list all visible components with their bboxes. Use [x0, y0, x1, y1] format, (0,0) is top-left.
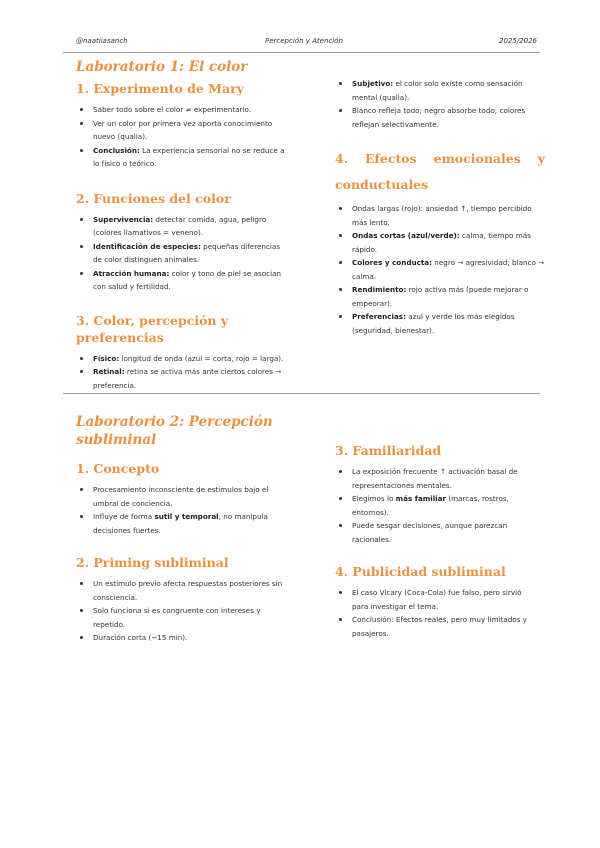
bullet-item [335, 229, 545, 256]
bullet-text: (marcas, rostros, entornos). [352, 494, 509, 517]
bullet-item [76, 213, 291, 240]
bullet-item [76, 352, 291, 366]
lab2-s3-heading: 3. Familiaridad [335, 443, 442, 458]
bullet-text: color y tono de piel se asocian con salud y fertilidad. [93, 268, 282, 291]
lab2-s2-heading: 2. Priming subliminal [76, 555, 229, 570]
lab1-s4-heading: 4. Efectos emocionales y conductuales [335, 151, 545, 192]
bullet-item [76, 365, 291, 392]
bullet-item [335, 492, 540, 519]
bullet-text: La exposición frecuente ↑ activación basal de representaciones mentales. [352, 467, 518, 490]
bullet-text: retina se activa más ante ciertos colores → preferencia. [93, 367, 282, 390]
bullet-item [76, 240, 291, 267]
lab2-s2-list [76, 577, 291, 645]
bullet-text: longitud de onda (azul = corta, rojo = larga). [119, 353, 284, 363]
lab1-s3-list [76, 352, 291, 393]
bullet-text: , no manipula decisiones fuertes. [93, 512, 268, 535]
lab1-s1-heading: 1. Experimento de Mary [76, 81, 244, 96]
bullet-item [335, 202, 545, 229]
lab1-left-column [76, 58, 291, 392]
header-year: 2025/2026 [499, 37, 537, 45]
bullet-item [335, 465, 540, 492]
bullet-bold: Colores y conducta: [352, 258, 432, 267]
bullet-text: El caso Vicary (Coca-Cola) fue falso, pero sirvió para investigar el tema. [352, 588, 522, 611]
lab2-title: Laboratorio 2: Percepción subliminal [76, 414, 273, 448]
lab1-right-list [335, 77, 545, 131]
bullet-bold: Identificación de especies: [93, 241, 201, 251]
bullet-text: Procesamiento inconsciente de estímulos bajo el umbral de conciencia. [93, 485, 269, 508]
bullet-item [335, 613, 540, 640]
lab1-s2-heading: 2. Funciones del color [76, 190, 231, 206]
bullet-bold-mid: más familiar [395, 494, 447, 503]
bullet-text: detectar comida, agua, peligro (colores llamativos = veneno). [93, 214, 267, 237]
bullet-text: rojo activa más (puede mejorar o empeorar). [352, 285, 529, 308]
header-title: Percepción y Atención [265, 37, 343, 45]
lab1-s1-list [76, 103, 291, 171]
bullet-text: Ondas largas (rojo): ansiedad ↑, tiempo percibido más lento. [352, 204, 532, 227]
bullet-text: calma, tiempo más rápido. [352, 231, 531, 254]
bullet-bold: Subjetivo: [352, 79, 394, 88]
bullet-bold: Ondas cortas (azul/verde): [352, 231, 460, 240]
lab1-s4-list [335, 202, 545, 337]
bullet-text: azul y verde los más elegidos (seguridad, bienestar). [352, 312, 515, 335]
bullet-text: La experiencia sensorial no se reduce a lo físico o teórico. [93, 145, 285, 168]
bullet-text: negro → agresividad; blanco → calma. [352, 258, 545, 281]
bullet-item [76, 144, 291, 171]
bullet-text: Saber todo sobre el color ≠ experimentarlo. [93, 105, 252, 114]
bullet-text: Puede sesgar decisiones, aunque parezcan racionales. [352, 521, 508, 544]
bullet-bold: Físico: [93, 353, 120, 363]
bullet-text: Solo funciona si es congruente con intereses y repetido. [93, 606, 261, 629]
bullet-item [335, 77, 545, 104]
lab2-right-column [335, 442, 540, 640]
bullet-text: Duración corta (~15 min). [93, 633, 188, 642]
bullet-item [335, 256, 545, 283]
lab2-s3-list [335, 465, 540, 546]
header-rule [63, 52, 540, 53]
bullet-item [76, 117, 291, 144]
bullet-bold: Conclusión: [93, 145, 140, 155]
lab2-s1-heading: 1. Concepto [76, 461, 160, 476]
bullet-item [76, 103, 291, 117]
lab1-s2-list [76, 213, 291, 294]
bullet-pre: Influye de forma [93, 512, 155, 521]
lab2-s1-list [76, 483, 291, 537]
bullet-text: Conclusión: Efectos reales, pero muy limitados y pasajeros. [352, 615, 527, 638]
bullet-text: el color solo existe como sensación mental (qualia). [352, 79, 523, 102]
bullet-item [76, 631, 291, 645]
bullet-bold: Retinal: [93, 367, 125, 376]
bullet-item [335, 586, 540, 613]
bullet-bold-mid: sutil y temporal [154, 512, 219, 521]
bullet-bold: Preferencias: [352, 312, 406, 321]
bullet-bold: Rendimiento: [352, 285, 407, 294]
bullet-item [76, 604, 291, 631]
bullet-item [335, 104, 545, 131]
bullet-text: Un estímulo previo afecta respuestas posteriores sin consciencia. [93, 579, 283, 602]
bullet-item [335, 519, 540, 546]
bullet-item [335, 310, 545, 337]
bullet-text: Blanco refleja todo; negro absorbe todo; colores reflejan selectivamente. [352, 106, 526, 129]
bullet-item [76, 577, 291, 604]
bullet-pre: Elegimos lo [352, 494, 396, 503]
bullet-item [76, 510, 291, 537]
bullet-item [335, 283, 545, 310]
bullet-item [76, 483, 291, 510]
lab2-s4-heading: 4. Publicidad subliminal [335, 564, 506, 579]
lab2-s4-list [335, 586, 540, 640]
lab2-left-column [76, 413, 291, 645]
bullet-item [76, 267, 291, 294]
bullet-text: Ver un color por primera vez aporta conocimiento nuevo (qualia). [93, 118, 273, 141]
lab1-title: Laboratorio 1: El color [76, 59, 248, 75]
section-divider [63, 393, 540, 394]
bullet-text: pequeñas diferencias de color distinguen animales. [93, 241, 281, 264]
bullet-bold: Supervivencia: [93, 214, 154, 224]
lab1-s3-heading: 3. Color, percepción y preferencias [76, 312, 229, 345]
header-handle: @naatiiasanch [76, 37, 128, 45]
lab1-right-column [335, 77, 545, 337]
bullet-bold: Atracción humana: [93, 268, 170, 278]
